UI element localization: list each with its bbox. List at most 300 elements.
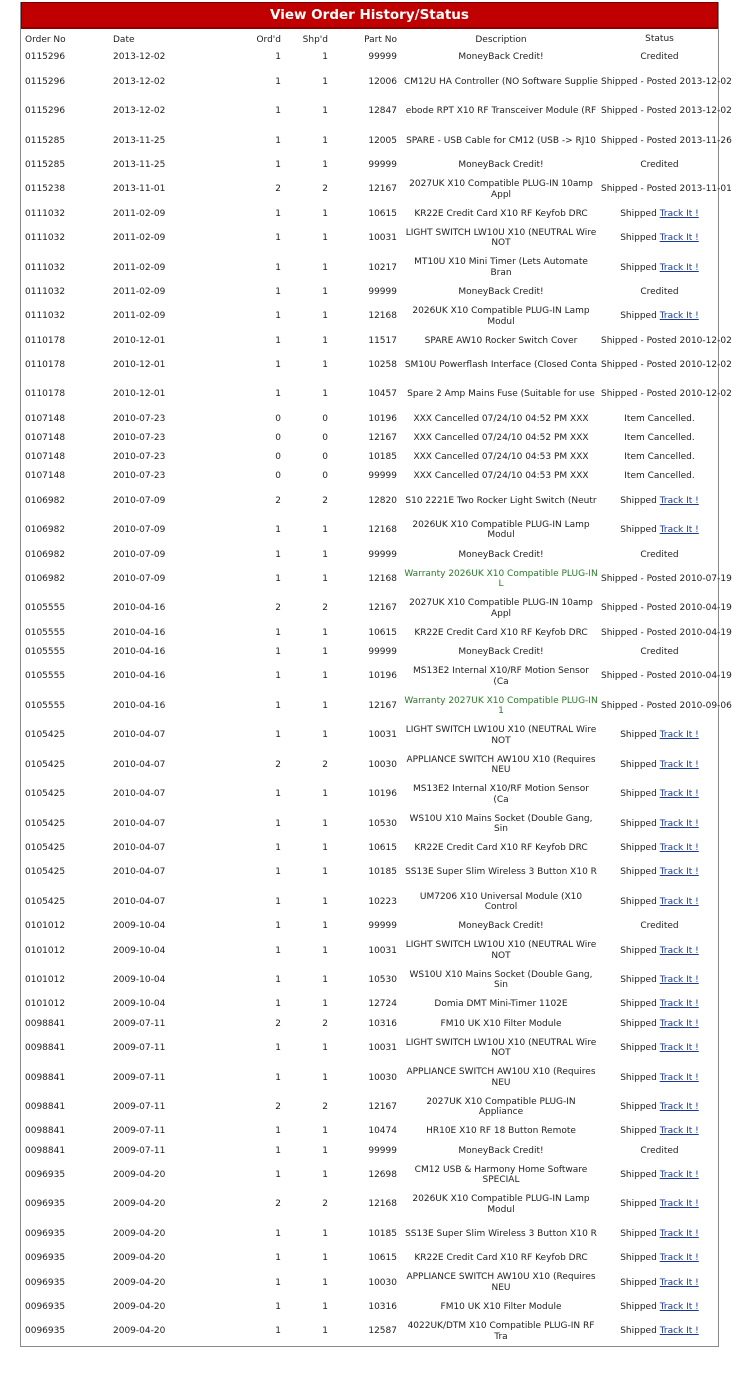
- table-row: [21, 1219, 718, 1249]
- status-cell: [601, 1160, 718, 1190]
- status-cell: [601, 1317, 718, 1347]
- date-cell: 2011-02-09: [113, 262, 166, 273]
- status-text: Credited: [640, 549, 679, 560]
- order-no-cell: 0110178: [25, 359, 66, 370]
- part-no-cell: 99999: [368, 471, 397, 482]
- ordered-qty-cell: 1: [275, 1253, 281, 1264]
- shipped-qty-cell: 0: [322, 452, 328, 463]
- track-it-link[interactable]: Track It !: [659, 818, 699, 829]
- shipped-qty-cell: 1: [322, 1126, 328, 1137]
- status-cell: [601, 780, 718, 810]
- status-text: Shipped: [620, 1102, 657, 1112]
- description-cell: CM12 USB & Harmony Home Software SPECIAL: [414, 1164, 588, 1186]
- column-header-description: Description: [475, 34, 527, 45]
- shipped-qty-cell: 1: [322, 975, 328, 986]
- table-row: [21, 331, 718, 350]
- track-it-link[interactable]: Track It !: [659, 896, 699, 907]
- order-no-cell: 0098841: [25, 1145, 66, 1156]
- track-it-link[interactable]: Track It !: [659, 1072, 699, 1083]
- status-cell: [601, 691, 732, 721]
- shipped-qty-cell: 1: [322, 1301, 328, 1312]
- shipped-qty-cell: 1: [322, 1253, 328, 1264]
- status-text: Item Cancelled.: [624, 452, 695, 463]
- ordered-qty-cell: 1: [275, 389, 281, 400]
- part-no-cell: 12847: [368, 106, 397, 117]
- order-rows: [21, 48, 732, 1346]
- status-text: Shipped: [620, 1043, 657, 1053]
- table-row: [21, 97, 718, 127]
- shipped-qty-cell: 2: [322, 1199, 328, 1210]
- track-it-link[interactable]: Track It !: [659, 975, 699, 986]
- description-cell: LIGHT SWITCH LW10U X10 (NEUTRAL Wire NOT: [405, 227, 597, 249]
- table-row: [21, 204, 718, 223]
- part-no-cell: 10615: [368, 208, 397, 219]
- date-cell: 2010-07-09: [113, 549, 166, 560]
- shipped-qty-cell: 1: [322, 1228, 328, 1239]
- table-row: [21, 283, 718, 302]
- status-text: Shipped - Posted 2010-12-02: [601, 359, 732, 370]
- ordered-qty-cell: 1: [275, 1228, 281, 1239]
- date-cell: 2010-04-07: [113, 818, 166, 829]
- ordered-qty-cell: 1: [275, 730, 281, 741]
- status-text: Item Cancelled.: [624, 471, 695, 482]
- table-row: [21, 380, 718, 410]
- ordered-qty-cell: 1: [275, 106, 281, 117]
- shipped-qty-cell: 1: [322, 646, 328, 657]
- description-cell: APPLIANCE SWITCH AW10U X10 (Requires NEU: [406, 1272, 596, 1293]
- status-text: Shipped: [620, 1301, 657, 1312]
- date-cell: 2009-07-11: [113, 1102, 166, 1112]
- order-no-cell: 0111032: [25, 208, 66, 219]
- track-it-link[interactable]: Track It !: [659, 1301, 699, 1312]
- track-it-link[interactable]: Track It !: [659, 525, 699, 536]
- date-cell: 2010-04-16: [113, 646, 166, 657]
- table-row: [21, 564, 718, 594]
- order-history-panel: [20, 2, 732, 1347]
- table-header-row: [21, 29, 718, 48]
- status-cell: [601, 409, 718, 428]
- ordered-qty-cell: 1: [275, 573, 281, 584]
- track-it-link[interactable]: Track It !: [659, 1253, 699, 1264]
- table-row: [21, 662, 718, 692]
- description-cell: KR22E Credit Card X10 RF Keyfob DRC: [414, 843, 588, 854]
- track-it-link[interactable]: Track It !: [659, 233, 699, 244]
- status-text: Shipped: [620, 896, 657, 907]
- description-cell: 2026UK X10 Compatible PLUG-IN Lamp Modul: [412, 1194, 590, 1215]
- date-cell: 2009-04-20: [113, 1228, 166, 1239]
- status-text: Shipped: [620, 262, 657, 273]
- description-cell: CM12U HA Controller (NO Software Supplie: [404, 76, 598, 87]
- table-row: [21, 1093, 718, 1123]
- status-cell: [601, 302, 718, 332]
- description-cell: 2027UK X10 Compatible PLUG-IN 10amp Appl: [409, 179, 593, 200]
- part-no-cell: 10030: [368, 1072, 397, 1083]
- status-text: Credited: [640, 160, 679, 171]
- order-no-cell: 0096935: [25, 1277, 66, 1288]
- description-cell: APPLIANCE SWITCH AW10U X10 (Requires NEU: [406, 1067, 596, 1088]
- order-no-cell: 0111032: [25, 233, 66, 244]
- shipped-qty-cell: 1: [322, 921, 328, 932]
- shipped-qty-cell: 1: [322, 76, 328, 87]
- order-no-cell: 0110178: [25, 335, 66, 346]
- status-text: Shipped: [620, 759, 657, 770]
- order-no-cell: 0105425: [25, 818, 66, 829]
- shipped-qty-cell: 1: [322, 945, 328, 956]
- status-text: Shipped: [620, 1018, 657, 1029]
- shipped-qty-cell: 1: [322, 1072, 328, 1083]
- ordered-qty-cell: 1: [275, 286, 281, 297]
- order-no-cell: 0106982: [25, 495, 66, 506]
- date-cell: 2010-07-23: [113, 432, 166, 443]
- track-it-link[interactable]: Track It !: [659, 311, 699, 322]
- order-no-cell: 0105425: [25, 730, 66, 741]
- track-it-link[interactable]: Track It !: [659, 1277, 699, 1288]
- status-cell: [601, 721, 718, 751]
- description-cell: MoneyBack Credit!: [458, 1145, 544, 1156]
- part-no-cell: 10031: [368, 1043, 397, 1053]
- description-cell: MoneyBack Credit!: [458, 549, 544, 560]
- shipped-qty-cell: 2: [322, 759, 328, 770]
- order-no-cell: 0101012: [25, 921, 66, 932]
- description-cell: LIGHT SWITCH LW10U X10 (NEUTRAL Wire NOT: [405, 940, 597, 961]
- status-text: Shipped: [620, 730, 657, 741]
- status-cell: [601, 1063, 718, 1093]
- track-it-link[interactable]: Track It !: [659, 208, 699, 219]
- date-cell: 2013-12-02: [113, 52, 166, 63]
- status-cell: [601, 331, 732, 350]
- status-cell: [601, 1122, 718, 1141]
- status-text: Credited: [640, 646, 679, 657]
- shipped-qty-cell: 1: [322, 867, 328, 878]
- status-cell: [601, 917, 718, 936]
- part-no-cell: 10185: [368, 867, 397, 878]
- date-cell: 2013-11-01: [113, 184, 166, 195]
- ordered-qty-cell: 1: [275, 1169, 281, 1180]
- status-text: Shipped - Posted 2013-11-26: [601, 135, 732, 146]
- ordered-qty-cell: 1: [275, 335, 281, 346]
- track-it-link[interactable]: Track It !: [659, 1326, 699, 1337]
- track-it-link[interactable]: Track It !: [659, 999, 699, 1010]
- track-it-link[interactable]: Track It !: [659, 1102, 699, 1112]
- part-no-cell: 12724: [368, 999, 397, 1010]
- shipped-qty-cell: 2: [322, 1102, 328, 1112]
- date-cell: 2009-07-11: [113, 1043, 166, 1053]
- description-cell: MT10U X10 Mini Timer (Lets Automate Bran: [414, 257, 588, 278]
- ordered-qty-cell: 2: [275, 759, 281, 770]
- status-cell: [601, 429, 718, 448]
- part-no-cell: 10196: [368, 789, 397, 800]
- description-cell: MoneyBack Credit!: [458, 646, 544, 657]
- part-no-cell: 10030: [368, 1277, 397, 1288]
- status-cell: [601, 97, 732, 127]
- part-no-cell: 99999: [368, 52, 397, 63]
- order-no-cell: 0096935: [25, 1301, 66, 1312]
- description-cell: WS10U X10 Mains Socket (Double Gang, Sin: [409, 969, 593, 991]
- table-row: [21, 1122, 718, 1141]
- description-cell: 2027UK X10 Compatible PLUG-IN Appliance: [426, 1096, 576, 1118]
- order-no-cell: 0106982: [25, 573, 66, 584]
- track-it-link[interactable]: Track It !: [659, 1228, 699, 1239]
- track-it-link[interactable]: Track It !: [659, 759, 699, 770]
- order-no-cell: 0105555: [25, 603, 66, 614]
- ordered-qty-cell: 1: [275, 359, 281, 370]
- order-no-cell: 0115296: [25, 52, 66, 63]
- ordered-qty-cell: 1: [275, 671, 281, 682]
- status-cell: [601, 1249, 718, 1268]
- status-cell: [601, 887, 718, 917]
- status-cell: [601, 1219, 718, 1249]
- table-row: [21, 691, 718, 721]
- part-no-cell: 10185: [368, 452, 397, 463]
- date-cell: 2010-04-07: [113, 896, 166, 907]
- shipped-qty-cell: 1: [322, 730, 328, 741]
- description-cell: SPARE - USB Cable for CM12 (USB -> RJ10: [406, 135, 596, 146]
- ordered-qty-cell: 1: [275, 945, 281, 956]
- table-row: [21, 623, 718, 642]
- shipped-qty-cell: 0: [322, 471, 328, 482]
- status-cell: [601, 486, 718, 516]
- track-it-link[interactable]: Track It !: [659, 1199, 699, 1210]
- status-cell: [601, 224, 718, 254]
- status-text: Shipped - Posted 2010-09-06: [601, 700, 732, 711]
- status-cell: [601, 67, 732, 97]
- shipped-qty-cell: 1: [322, 359, 328, 370]
- date-cell: 2010-07-09: [113, 495, 166, 506]
- ordered-qty-cell: 1: [275, 311, 281, 322]
- date-cell: 2010-04-07: [113, 789, 166, 800]
- part-no-cell: 12167: [368, 603, 397, 614]
- ordered-qty-cell: 1: [275, 160, 281, 171]
- order-no-cell: 0101012: [25, 945, 66, 956]
- status-cell: [601, 623, 732, 642]
- date-cell: 2009-07-11: [113, 1018, 166, 1029]
- description-cell: FM10 UK X10 Filter Module: [440, 1301, 562, 1312]
- track-it-link[interactable]: Track It !: [659, 495, 699, 506]
- ordered-qty-cell: 0: [275, 471, 281, 482]
- shipped-qty-cell: 1: [322, 208, 328, 219]
- order-no-cell: 0096935: [25, 1228, 66, 1239]
- status-cell: [601, 350, 732, 380]
- date-cell: 2013-11-25: [113, 135, 166, 146]
- status-text: Shipped - Posted 2013-12-02: [601, 106, 732, 117]
- table-row: [21, 1317, 718, 1347]
- status-cell: [601, 594, 732, 624]
- part-no-cell: 99999: [368, 549, 397, 560]
- ordered-qty-cell: 1: [275, 867, 281, 878]
- status-cell: [601, 1034, 718, 1064]
- ordered-qty-cell: 1: [275, 525, 281, 536]
- column-header-order-no: Order No: [25, 34, 66, 45]
- order-no-cell: 0105555: [25, 671, 66, 682]
- shipped-qty-cell: 2: [322, 495, 328, 506]
- table-row: [21, 887, 718, 917]
- status-cell: [601, 283, 718, 302]
- part-no-cell: 10031: [368, 945, 397, 956]
- status-cell: [601, 995, 718, 1014]
- shipped-qty-cell: 1: [322, 789, 328, 800]
- description-cell: FM10 UK X10 Filter Module: [440, 1018, 562, 1029]
- table-row: [21, 750, 718, 780]
- part-no-cell: 10196: [368, 671, 397, 682]
- status-text: Shipped: [620, 1253, 657, 1264]
- order-no-cell: 0105425: [25, 896, 66, 907]
- part-no-cell: 10316: [368, 1018, 397, 1029]
- order-no-cell: 0105555: [25, 700, 66, 711]
- date-cell: 2010-04-07: [113, 843, 166, 854]
- order-table: [21, 29, 732, 1346]
- date-cell: 2010-04-07: [113, 759, 166, 770]
- track-it-link[interactable]: Track It !: [659, 945, 699, 956]
- track-it-link[interactable]: Track It !: [659, 789, 699, 800]
- order-no-cell: 0115285: [25, 160, 66, 171]
- description-cell: XXX Cancelled 07/24/10 04:52 PM XXX: [413, 432, 589, 443]
- part-no-cell: 12698: [368, 1169, 397, 1180]
- part-no-cell: 12167: [368, 184, 397, 195]
- shipped-qty-cell: 1: [322, 160, 328, 171]
- status-text: Shipped: [620, 867, 657, 878]
- track-it-link[interactable]: Track It !: [659, 262, 699, 273]
- date-cell: 2010-12-01: [113, 335, 166, 346]
- date-cell: 2009-04-20: [113, 1169, 166, 1180]
- status-text: Shipped - Posted 2013-12-02: [601, 76, 732, 87]
- ordered-qty-cell: 1: [275, 549, 281, 560]
- track-it-link[interactable]: Track It !: [659, 730, 699, 741]
- part-no-cell: 10457: [368, 389, 397, 400]
- status-cell: [601, 126, 732, 156]
- part-no-cell: 99999: [368, 646, 397, 657]
- date-cell: 2009-07-11: [113, 1145, 166, 1156]
- shipped-qty-cell: 2: [322, 184, 328, 195]
- column-header-status: Status: [645, 33, 674, 44]
- part-no-cell: 10217: [368, 262, 397, 273]
- part-no-cell: 12168: [368, 1199, 397, 1210]
- status-cell: [601, 448, 718, 467]
- status-text: Shipped: [620, 233, 657, 244]
- part-no-cell: 12168: [368, 573, 397, 584]
- description-cell: 2026UK X10 Compatible PLUG-IN Lamp Modul: [412, 519, 590, 541]
- shipped-qty-cell: 1: [322, 1326, 328, 1337]
- ordered-qty-cell: 2: [275, 1102, 281, 1112]
- date-cell: 2010-07-09: [113, 525, 166, 536]
- track-it-link[interactable]: Track It !: [659, 1126, 699, 1137]
- description-cell: SS13E Super Slim Wireless 3 Button X10 R: [405, 867, 597, 878]
- description-cell: LIGHT SWITCH LW10U X10 (NEUTRAL Wire NOT: [405, 1037, 597, 1059]
- status-text: Shipped: [620, 525, 657, 536]
- track-it-link[interactable]: Track It !: [659, 1169, 699, 1180]
- status-text: Shipped: [620, 818, 657, 829]
- ordered-qty-cell: 1: [275, 627, 281, 638]
- date-cell: 2011-02-09: [113, 233, 166, 244]
- order-no-cell: 0107148: [25, 471, 66, 482]
- description-cell: Domia DMT Mini-Timer 1102E: [434, 999, 568, 1010]
- status-cell: [601, 204, 718, 223]
- order-no-cell: 0110178: [25, 389, 66, 400]
- date-cell: 2010-12-01: [113, 389, 166, 400]
- description-cell: APPLIANCE SWITCH AW10U X10 (Requires NEU: [406, 754, 596, 775]
- date-cell: 2011-02-09: [113, 311, 166, 322]
- table-row: [21, 1014, 718, 1033]
- date-cell: 2009-04-20: [113, 1253, 166, 1264]
- track-it-link[interactable]: Track It !: [659, 843, 699, 854]
- table-row: [21, 467, 718, 486]
- status-cell: [601, 545, 718, 564]
- ordered-qty-cell: 1: [275, 921, 281, 932]
- status-text: Shipped: [620, 945, 657, 956]
- status-cell: [601, 1190, 718, 1220]
- description-cell: MoneyBack Credit!: [458, 286, 544, 297]
- table-row: [21, 917, 718, 936]
- date-cell: 2010-07-09: [113, 573, 166, 584]
- track-it-link[interactable]: Track It !: [659, 867, 699, 878]
- date-cell: 2010-04-07: [113, 867, 166, 878]
- part-no-cell: 12820: [368, 495, 397, 506]
- table-row: [21, 643, 718, 662]
- table-row: [21, 936, 718, 966]
- ordered-qty-cell: 1: [275, 233, 281, 244]
- date-cell: 2009-10-04: [113, 921, 166, 932]
- part-no-cell: 99999: [368, 286, 397, 297]
- part-no-cell: 10615: [368, 1253, 397, 1264]
- page-title: View Order History/Status: [21, 2, 718, 29]
- status-cell: [601, 48, 718, 67]
- order-no-cell: 0111032: [25, 311, 66, 322]
- date-cell: 2010-04-16: [113, 627, 166, 638]
- table-row: [21, 858, 718, 888]
- date-cell: 2009-04-20: [113, 1277, 166, 1288]
- part-no-cell: 10031: [368, 233, 397, 244]
- shipped-qty-cell: 1: [322, 999, 328, 1010]
- description-cell: SPARE AW10 Rocker Switch Cover: [424, 335, 578, 346]
- track-it-link[interactable]: Track It !: [659, 1018, 699, 1029]
- status-text: Item Cancelled.: [624, 432, 695, 443]
- ordered-qty-cell: 1: [275, 1145, 281, 1156]
- shipped-qty-cell: 1: [322, 106, 328, 117]
- shipped-qty-cell: 1: [322, 896, 328, 907]
- status-cell: [601, 858, 718, 888]
- shipped-qty-cell: 1: [322, 1043, 328, 1053]
- shipped-qty-cell: 2: [322, 603, 328, 614]
- track-it-link[interactable]: Track It !: [659, 1043, 699, 1053]
- status-text: Shipped: [620, 1277, 657, 1288]
- status-cell: [601, 809, 718, 839]
- table-row: [21, 224, 718, 254]
- status-cell: [601, 1014, 718, 1033]
- ordered-qty-cell: 0: [275, 413, 281, 424]
- status-text: Item Cancelled.: [624, 413, 695, 424]
- status-text: Shipped - Posted 2010-12-02: [601, 335, 732, 346]
- part-no-cell: 12587: [368, 1326, 397, 1337]
- shipped-qty-cell: 1: [322, 233, 328, 244]
- status-cell: [601, 516, 718, 546]
- status-cell: [601, 1093, 718, 1123]
- date-cell: 2009-04-20: [113, 1199, 166, 1210]
- shipped-qty-cell: 0: [322, 432, 328, 443]
- table-row: [21, 721, 718, 751]
- table-row: [21, 156, 718, 175]
- description-cell: MoneyBack Credit!: [458, 160, 544, 171]
- date-cell: 2009-10-04: [113, 945, 166, 956]
- shipped-qty-cell: 0: [322, 413, 328, 424]
- part-no-cell: 12167: [368, 1102, 397, 1112]
- ordered-qty-cell: 1: [275, 896, 281, 907]
- part-no-cell: 10196: [368, 413, 397, 424]
- status-text: Credited: [640, 1145, 679, 1156]
- shipped-qty-cell: 1: [322, 700, 328, 711]
- shipped-qty-cell: 1: [322, 286, 328, 297]
- status-cell: [601, 662, 732, 692]
- table-row: [21, 486, 718, 516]
- date-cell: 2010-04-16: [113, 700, 166, 711]
